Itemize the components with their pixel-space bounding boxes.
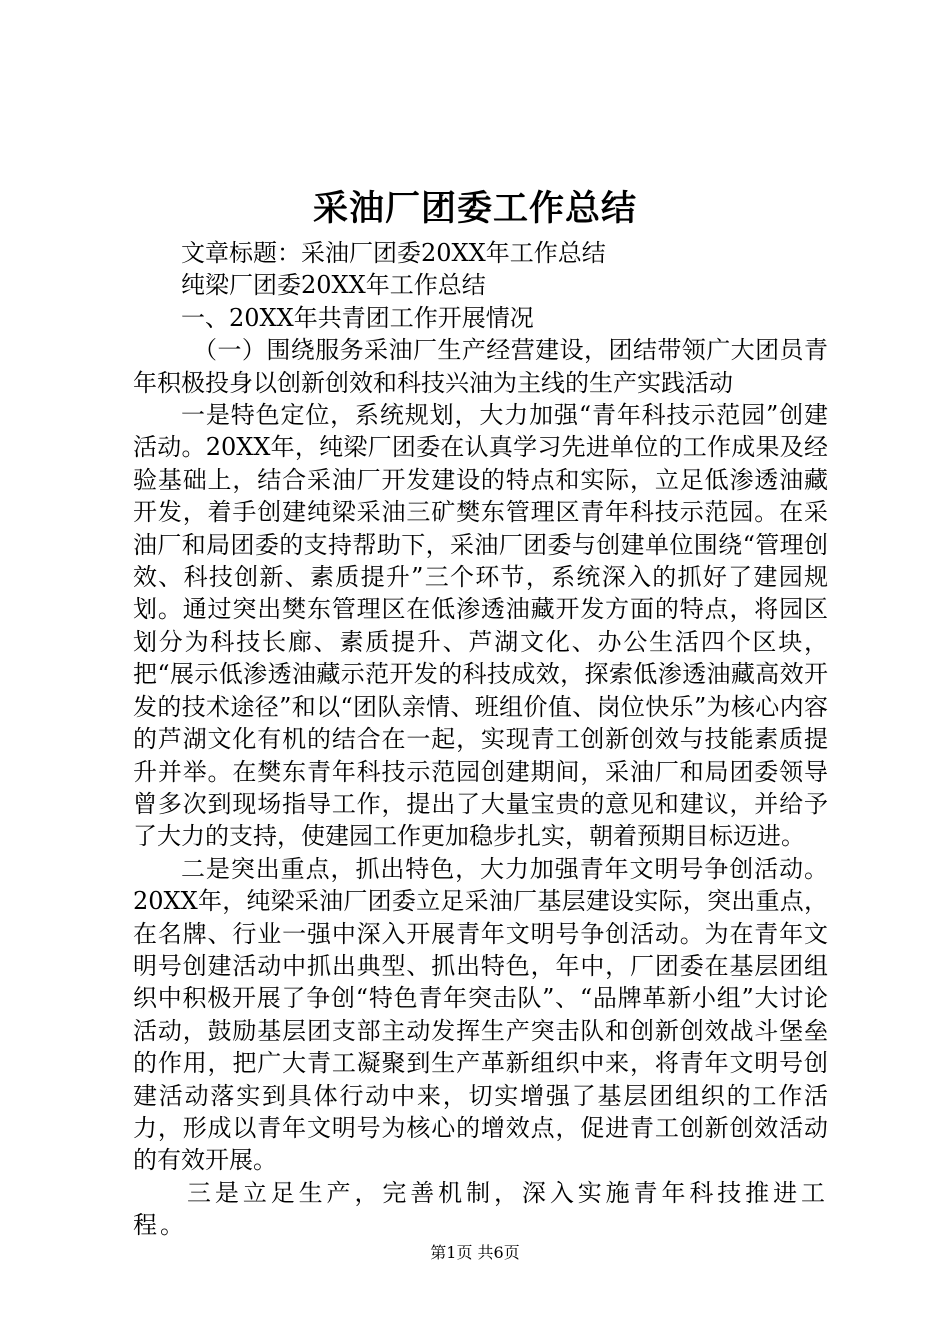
section-heading: 一、20XX年共青团工作开展情况 [181,303,534,332]
body-paragraph: 三是立足生产，完善机制，深入实施青年科技推进工程。 [133,1178,828,1240]
page-number: 第1页 共6页 [430,1243,520,1262]
article-title-line: 文章标题：采油厂团委20XX年工作总结 [181,239,606,267]
document-body [133,237,828,1242]
subsection-heading: （一）围绕服务采油厂生产经营建设，团结带领广大团员青年积极投身以创新创效和科技兴油为主线的生产实践活动 [133,336,828,397]
body-paragraph: 二是突出重点，抓出特色，大力加强青年文明号争创活动。20XX年，纯梁采油厂团委立足采油厂基层建设实际，突出重点，在名牌、行业一强中深入开展青年文明号争创活动。为在青年文明号创建活动中抓出典型、抓出特色，年中，厂团委在基层团组织中积极开展了争创“特色青年突击队”、“品牌革新小组”大讨论活动，鼓励基层团支部主动发挥生产突击队和创新创效战斗堡垒的作用，把广大青工凝聚到生产革新组织中来，将青年文明号创建活动落实到具体行动中来，切实增强了基层团组织的工作活力，形成以青年文明号为核心的增效点，促进青工创新创效活动的有效开展。 [133,854,828,1175]
document-title: 采油厂团委工作总结 [312,188,637,229]
subtitle-line: 纯梁厂团委20XX年工作总结 [181,271,486,300]
body-paragraph: 一是特色定位，系统规划，大力加强“青年科技示范园”创建活动。20XX年，纯梁厂团委在认真学习先进单位的工作成果及经验基础上，结合采油厂开发建设的特点和实际，立足低渗透油藏开发，着手创建纯梁采油三矿樊东管理区青年科技示范园。在采油厂和局团委的支持帮助下，采油厂团委与创建单位围绕“管理创效、科技创新、素质提升”三个环节，系统深入的抓好了建园规划。通过突出樊东管理区在低渗透油藏开发方面的特点，将园区划分为科技长廊、素质提升、芦湖文化、办公生活四个区块，把“展示低渗透油藏示范开发的科技成效，探索低渗透油藏高效开发的技术途径”和以“团队亲情、班组价值、岗位快乐”为核心内容的芦湖文化有机的结合在一起，实现青工创新创效与技能素质提升并举。在樊东青年科技示范园创建期间，采油厂和局团委领导曾多次到现场指导工作，提出了大量宝贵的意见和建议，并给予了大力的支持，使建园工作更加稳步扎实，朝着预期目标迈进。 [133,401,828,851]
